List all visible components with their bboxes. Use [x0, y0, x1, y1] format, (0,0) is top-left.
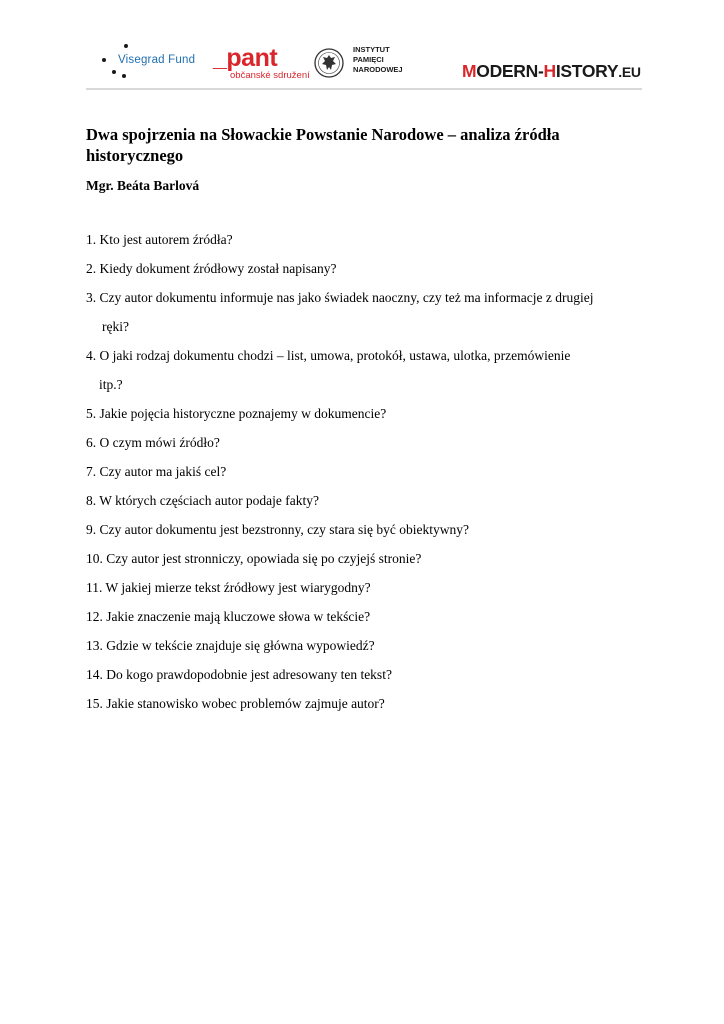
question-text: 12. Jakie znaczenie mają kluczowe słowa w tekście? [86, 609, 371, 624]
modern-history-logo [462, 61, 641, 82]
list-item [86, 580, 666, 597]
list-item [86, 464, 666, 481]
list-item [86, 406, 666, 423]
eagle-emblem-icon [314, 46, 344, 80]
question-continuation: ręki? [102, 319, 129, 334]
ipn-line: PAMIĘCI [353, 55, 384, 64]
header-divider [86, 88, 642, 90]
question-text: 8. W których częściach autor podaje fakty? [86, 493, 320, 508]
question-text: 7. Czy autor ma jakiś cel? [86, 464, 227, 479]
question-text: 13. Gdzie w tekście znajduje się główna wypowiedź? [86, 638, 375, 653]
question-text: 6. O czym mówi źródło? [86, 435, 220, 450]
page-header [86, 40, 642, 90]
question-text: 3. Czy autor dokumentu informuje nas jako świadek naoczny, czy też ma informacje z drugiej [86, 290, 594, 305]
mh-text-odern: ODERN- [476, 61, 544, 81]
list-item [86, 435, 666, 452]
list-item [86, 696, 666, 713]
list-item [86, 609, 666, 626]
list-item [86, 522, 666, 539]
mh-text-eu: .EU [618, 64, 641, 80]
ipn-logo [313, 43, 428, 85]
logo-dot [122, 74, 126, 78]
logo-dot [112, 70, 116, 74]
ipn-logo-text [353, 45, 403, 75]
mh-letter-h: H [543, 61, 556, 81]
logo-dot [102, 58, 106, 62]
ipn-line: NARODOWEJ [353, 65, 403, 74]
question-text: 10. Czy autor jest stronniczy, opowiada się po czyjejś stronie? [86, 551, 422, 566]
visegrad-fund-logo [86, 40, 201, 90]
document-title: Dwa spojrzenia na Słowackie Powstanie Narodowe – analiza źródła historycznego [86, 125, 560, 165]
question-text: 4. O jaki rodzaj dokumentu chodzi – list, umowa, protokół, ustawa, ulotka, przemówienie [86, 348, 571, 363]
list-item [86, 551, 666, 568]
question-text: 15. Jakie stanowisko wobec problemów zajmuje autor? [86, 696, 385, 711]
list-item [86, 290, 666, 336]
question-continuation: itp.? [99, 377, 123, 392]
pant-logo-main: _pant [213, 44, 278, 72]
pant-logo-subtitle: občanské sdružení [230, 70, 310, 81]
list-item [86, 638, 666, 655]
list-item [86, 493, 666, 510]
ipn-line: INSTYTUT [353, 45, 390, 54]
list-item [86, 232, 666, 249]
question-text: 1. Kto jest autorem źródła? [86, 232, 233, 247]
list-item [86, 261, 666, 278]
question-list [86, 232, 666, 725]
list-item [86, 348, 666, 394]
question-text: 9. Czy autor dokumentu jest bezstronny, czy stara się być obiektywny? [86, 522, 470, 537]
question-text: 5. Jakie pojęcia historyczne poznajemy w dokumencie? [86, 406, 387, 421]
list-item [86, 667, 666, 684]
logo-dot [124, 44, 128, 48]
question-text: 14. Do kogo prawdopodobnie jest adresowany ten tekst? [86, 667, 392, 682]
visegrad-fund-label: Visegrad Fund [118, 54, 196, 66]
question-text: 11. W jakiej mierze tekst źródłowy jest wiarygodny? [86, 580, 371, 595]
author-name: Mgr. Beáta Barlová [86, 178, 200, 193]
mh-text-istory: ISTORY [555, 61, 619, 81]
mh-letter-m: M [462, 61, 477, 81]
pant-logo [213, 44, 310, 86]
question-text: 2. Kiedy dokument źródłowy został napisany? [86, 261, 337, 276]
